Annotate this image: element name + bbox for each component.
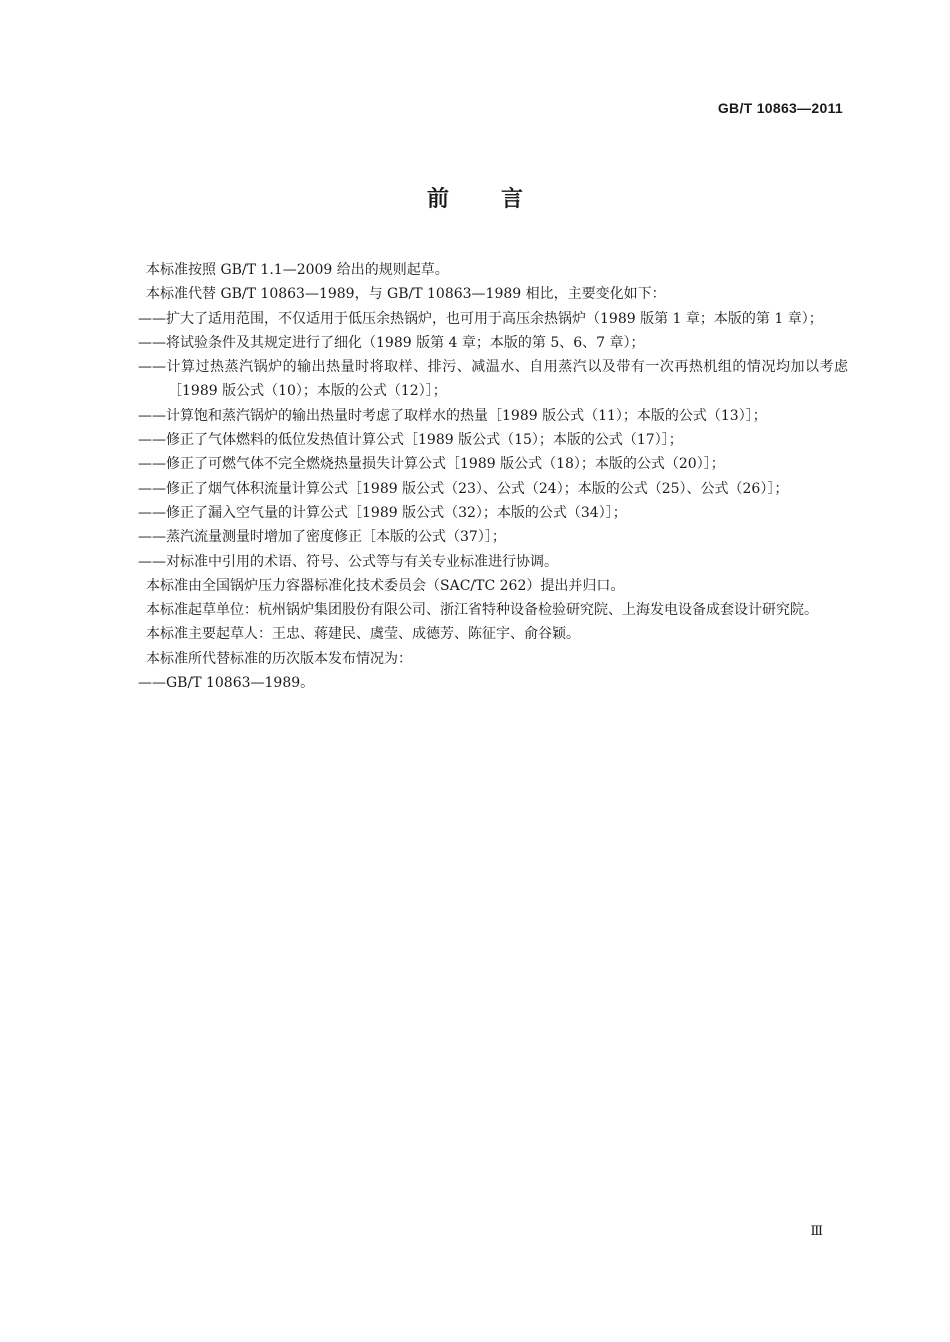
paragraph-drafting-units: 本标准起草单位：杭州锅炉集团股份有限公司、浙江省特种设备检验研究院、上海发电设备成套设计研究院。	[146, 602, 818, 619]
change-item: ——扩大了适用范围，不仅适用于低压余热锅炉，也可用于高压余热锅炉（1989 版第 1 章；本版的第 1 章）；	[138, 310, 823, 327]
paragraph-replaces: 本标准代替 GB/T 10863—1989，与 GB/T 10863—1989 相比，主要变化如下：	[146, 286, 666, 303]
paragraph-drafters: 本标准主要起草人：王忠、蒋建民、虞莹、成德芳、陈征宇、俞谷颖。	[146, 626, 580, 643]
change-item: ——计算饱和蒸汽锅炉的输出热量时考虑了取样水的热量［1989 版公式（11）；本版的公式（13）］；	[138, 407, 767, 424]
change-item: ——对标准中引用的术语、符号、公式等与有关专业标准进行协调。	[138, 553, 558, 570]
paragraph-proposed-by: 本标准由全国锅炉压力容器标准化技术委员会（SAC/TC 262）提出并归口。	[146, 577, 625, 594]
change-item: ——修正了可燃气体不完全燃烧热量损失计算公式［1989 版公式（18）；本版的公式（20）］；	[138, 456, 725, 473]
change-item: ——修正了气体燃料的低位发热值计算公式［1989 版公式（15）；本版的公式（17）］；	[138, 432, 683, 449]
change-item: ——修正了漏入空气量的计算公式［1989 版公式（32）；本版的公式（34）］；	[138, 504, 627, 521]
paragraph-history-intro: 本标准所代替标准的历次版本发布情况为：	[146, 650, 412, 667]
page-title: 前言	[426, 187, 575, 212]
paragraph-drafting-rules: 本标准按照 GB/T 1.1—2009 给出的规则起草。	[146, 262, 449, 278]
standard-number: GB/T 10863—2011	[717, 100, 843, 116]
change-item: ——将试验条件及其规定进行了细化（1989 版第 4 章；本版的第 5、6、7 章）；	[138, 334, 645, 351]
foreword-body	[108, 258, 848, 695]
change-item: ——计算过热蒸汽锅炉的输出热量时将取样、排污、减温水、自用蒸汽以及带有一次再热机组的情况均加以考虑［1989 版公式（10）；本版的公式（12）］；	[138, 359, 848, 400]
change-item: ——修正了烟气体积流量计算公式［1989 版公式（23）、公式（24）；本版的公式（25）、公式（26）］；	[138, 480, 789, 497]
change-item: ——蒸汽流量测量时增加了密度修正［本版的公式（37）］；	[138, 529, 506, 546]
page-number: Ⅲ	[810, 1224, 823, 1239]
history-item: ——GB/T 10863—1989。	[138, 675, 315, 692]
